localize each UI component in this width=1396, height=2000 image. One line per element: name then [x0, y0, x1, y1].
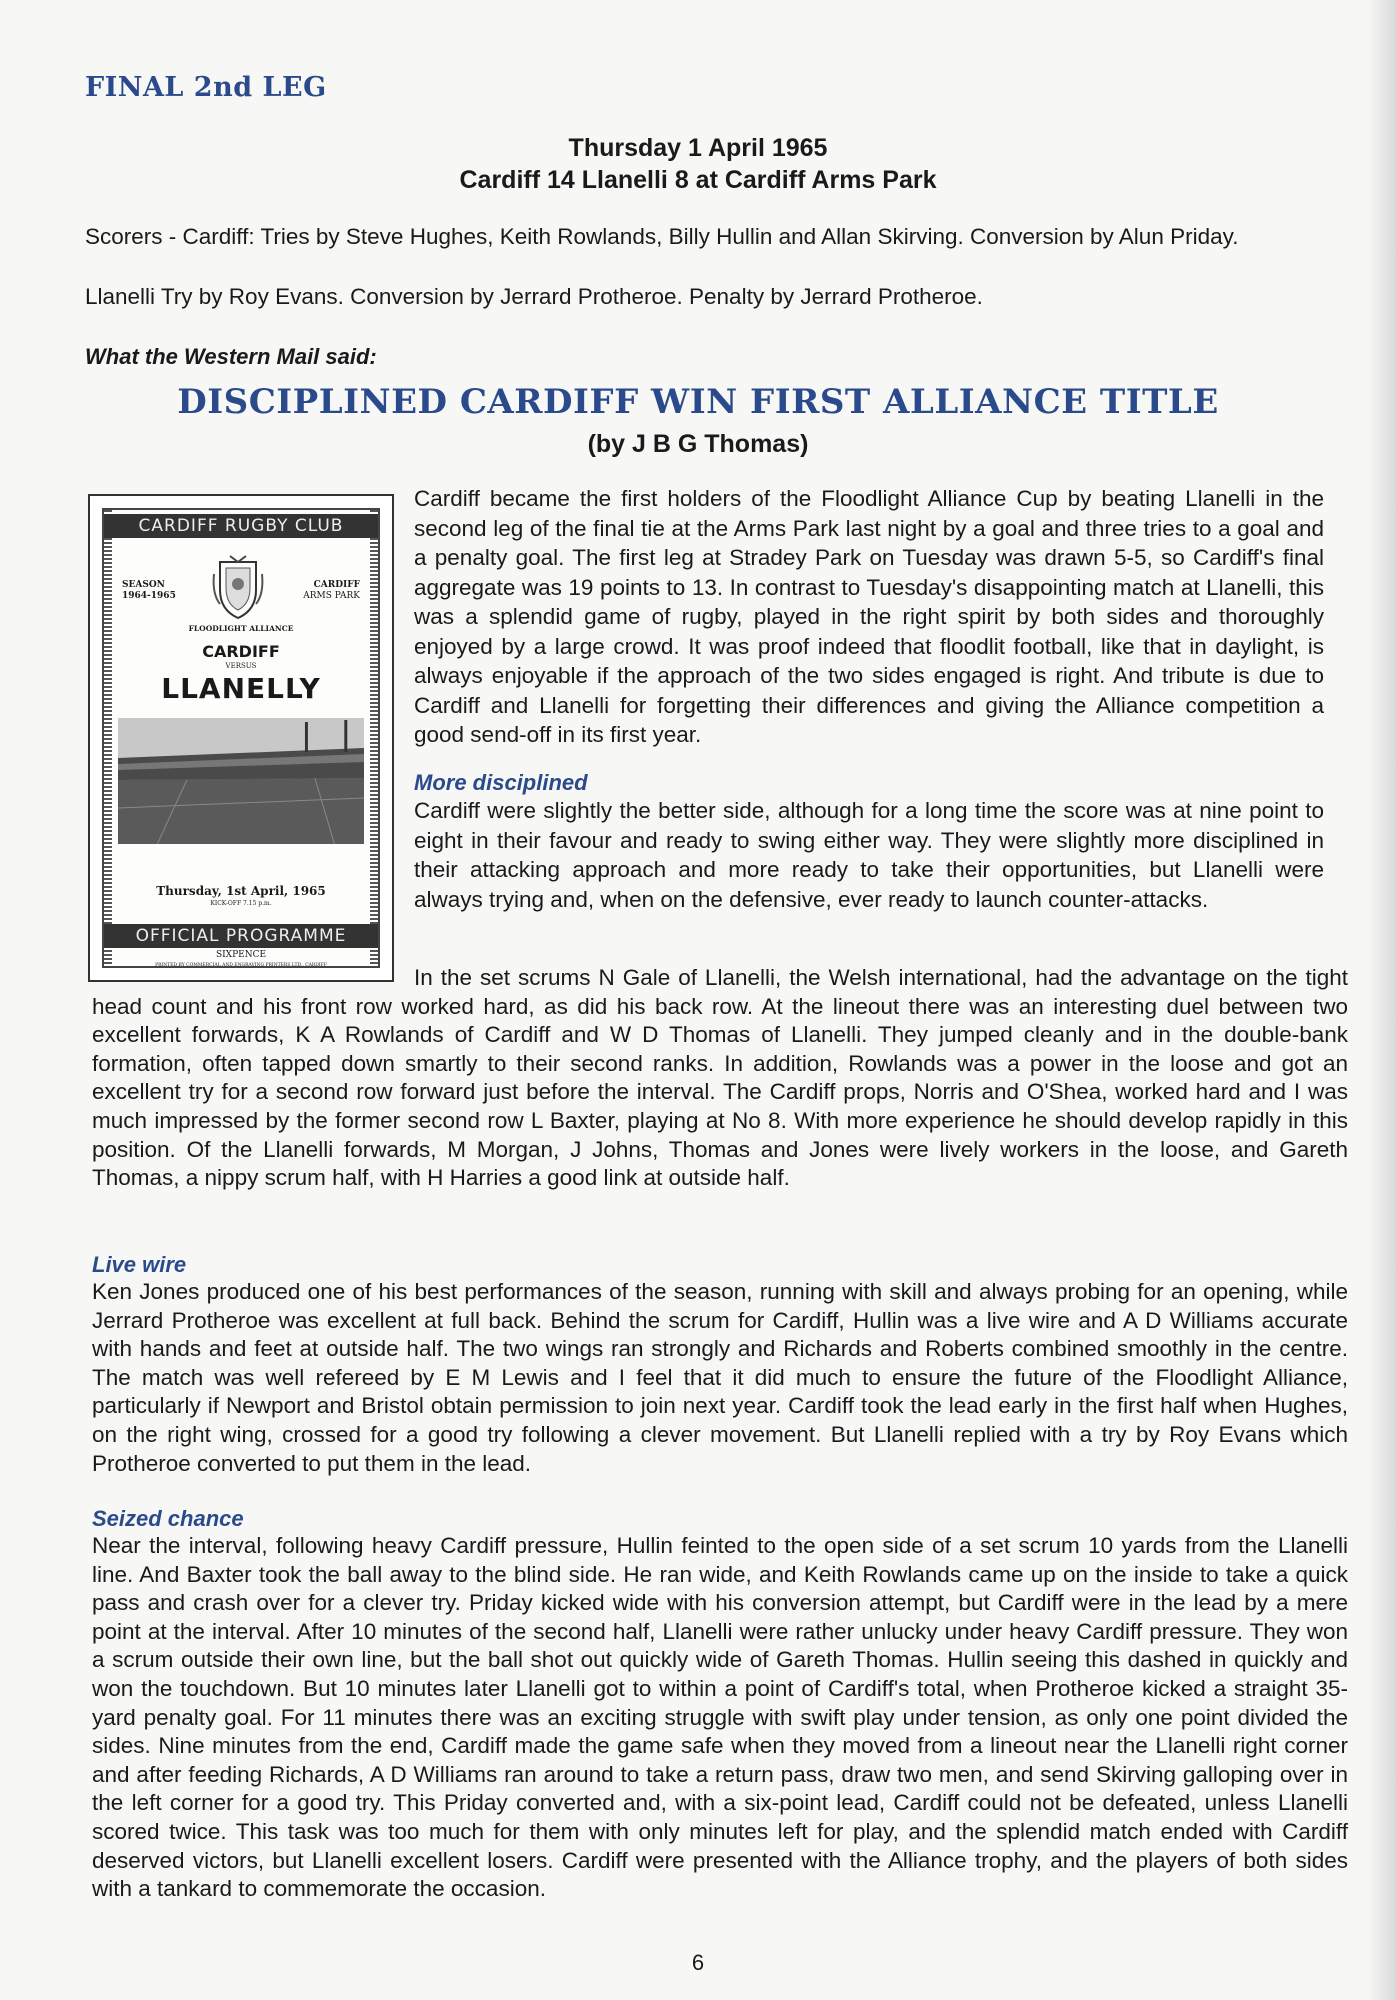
match-date: Thursday 1 April 1965 — [568, 134, 828, 162]
page-number: 6 — [691, 1950, 705, 1975]
programme-date: Thursday, 1st April, 1965 — [156, 884, 326, 898]
match-info — [0, 132, 1396, 196]
programme-venue-line1: CARDIFF — [313, 580, 360, 590]
programme-kickoff: KICK-OFF 7.15 p.m. — [210, 900, 272, 907]
programme-cover-image — [88, 494, 394, 982]
article-intro: Cardiff became the first holders of the Floodlight Alliance Cup by beating Llanelli in the second leg of the final tie at the Arms Park last night by a goal and three tries to a goal and a penalty goal. The first leg at Stradey Park on Tuesday was drawn 5-5, so Cardiff's final aggregate was 19 points to 13. In contrast to Tuesday's disappointing match at Llanelli, this was a splendid game of rugby, played in the right spirit by both sides and thoroughly enjoyed by a large crowd. It was proof indeed that floodlit football, like that in daylight, is always enjoyable if the approach of the two sides engaged is right. And tribute is due to Cardiff and Llanelli for forgetting their differences and giving the Alliance competition a good send-off in its first year. — [414, 486, 1324, 747]
programme-venue — [303, 580, 360, 602]
headline: DISCIPLINED CARDIFF WIN FIRST ALLIANCE TITLE — [177, 382, 1219, 422]
stadium-photo-graphic — [118, 718, 364, 844]
match-result: Cardiff 14 Llanelli 8 at Cardiff Arms Park — [459, 166, 937, 194]
article-para-3: Ken Jones produced one of his best performances of the season, running with skill and always probing for an opening, while Jerrard Protheroe was excellent at full back. Behind the scrum for Cardiff, Hullin was a live wire and A D Williams accurate with hands and feet at outside half. The two wings ran strongly and Richards and Roberts combined smoothly in the centre. The match was well refereed by E M Lewis and I feel that it did much to ensure the future of the Floodlight Alliance, particularly if Newport and Bristol obtain permission to join next year. Cardiff took the lead early in the first half when Hughes, on the right wing, crossed for a good try following a clever movement. But Llanelli replied with a try by Roy Evans which Protheroe converted to put them in the lead. — [92, 1279, 1348, 1476]
subhead-more-disciplined: More disciplined — [414, 770, 588, 795]
programme-frame — [102, 508, 380, 968]
scorers-llanelli: Llanelli Try by Roy Evans. Conversion by Jerrard Protheroe. Penalty by Jerrard Protheroe. — [85, 284, 983, 309]
subhead-live-wire: Live wire — [92, 1252, 187, 1277]
programme-season-label: SEASON — [122, 580, 165, 590]
subhead-seized-chance: Seized chance — [92, 1506, 244, 1531]
programme-venue-line2: ARMS PARK — [303, 591, 360, 601]
programme-printer: PRINTED BY COMMERCIAL AND ENGRAVING PRINTERS LTD., CARDIFF — [155, 963, 327, 968]
source-label: What the Western Mail said: — [85, 344, 377, 369]
programme-season — [122, 580, 176, 602]
page-edge-shadow — [1368, 0, 1396, 2000]
programme-away-team: LLANELLY — [161, 672, 321, 705]
stadium-photo — [118, 718, 364, 844]
programme-price: SIXPENCE — [215, 950, 267, 960]
article-para-4: Near the interval, following heavy Cardiff pressure, Hullin feinted to the open side of a set scrum 10 yards from the Llanelli line. And Baxter took the ball away to the blind side. He ran wide, and Keith Rowlands came up on the inside to take a quick pass and crash over for a clever try. Priday kicked wide with his conversion attempt, but Cardiff were in the lead by a mere point at the interval. After 10 minutes of the second half, Llanelli were rather unlucky under heavy Cardiff pressure. They won a scrum outside their own line, but the ball shot out quickly wide of Gareth Thomas. Hullin seeing this dashed in quickly and won the touchdown. But 10 minutes later Llanelli got to within a point of Cardiff's total, when Protheroe kicked a straight 35-yard penalty goal. For 11 minutes there was an exciting struggle with swift play under tension, as only one point divided the sides. Nine minutes from the end, Cardiff made the game safe when they moved from a lineout near the Llanelli right corner and after feeding Richards, A D Williams ran around to take a return pass, draw two men, and send Skirving galloping over in the left corner for a good try. This Priday converted and, with a six-point lead, Cardiff could not be defeated, unless Llanelli scored twice. This task was too much for them with only minutes left for play, and the splendid match ended with Cardiff deserved victors, but Llanelli excellent losers. Cardiff were presented with the Alliance trophy, and the players of both sides with a tankard to commemorate the occasion. — [92, 1533, 1348, 1902]
programme-home-team: CARDIFF — [202, 642, 280, 661]
article-para-1: Cardiff were slightly the better side, although for a long time the score was at nine point to eight in their favour and ready to swing either way. They were slightly more disciplined in their attacking approach and more ready to take their opportunities, but Llanelli were always trying and, when on the defensive, ever ready to launch counter-attacks. — [414, 798, 1324, 912]
programme-footer-banner: OFFICIAL PROGRAMME — [104, 924, 378, 948]
scorers-cardiff: Scorers - Cardiff: Tries by Steve Hughes, Keith Rowlands, Billy Hullin and Allan Skirving. Conversion by Alun Priday. — [85, 224, 1239, 249]
article-para-2: In the set scrums N Gale of Llanelli, the Welsh international, had the advantage on the tight head count and his front row worked hard, as did his back row. At the lineout there was an interesting duel between two excellent forwards, K A Rowlands of Cardiff and W D Thomas of Llanelli. They jumped cleanly and in the double-bank formation, often tapped down smartly to their second ranks. In addition, Rowlands was a power in the loose and got an excellent try for a second row forward just before the interval. The Cardiff props, Norris and O'Shea, worked hard and I was much impressed by the former second row L Baxter, playing at No 8. With more experience he should develop rapidly in this position. Of the Llanelli forwards, M Morgan, J Johns, Thomas and Jones were lively workers in the loose, and Gareth Thomas, a nippy scrum half, with H Harries a good link at outside half. — [92, 965, 1348, 1191]
programme-season-years: 1964-1965 — [122, 591, 176, 601]
section-label: FINAL 2nd LEG — [85, 72, 327, 103]
byline: (by J B G Thomas) — [587, 430, 809, 458]
programme-club-banner: CARDIFF RUGBY CLUB — [104, 514, 378, 538]
programme-competition: FLOODLIGHT ALLIANCE — [188, 624, 294, 633]
programme-versus: VERSUS — [225, 662, 257, 670]
crest-icon — [210, 554, 266, 620]
